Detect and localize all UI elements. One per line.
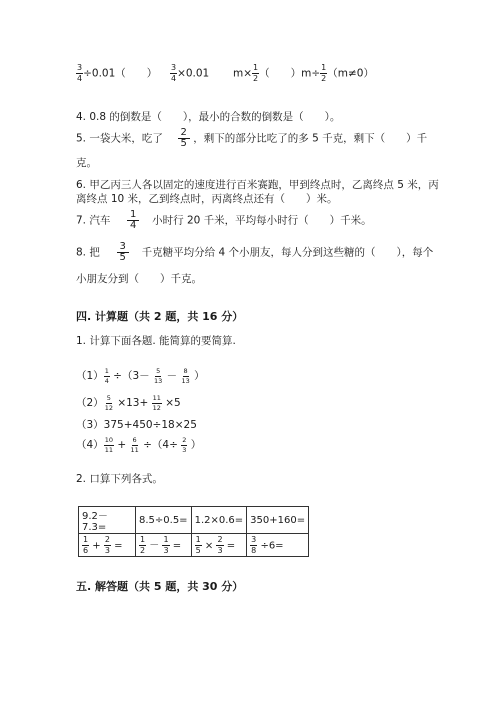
fraction: $\frac{1}{2}$	[253, 63, 259, 83]
fraction: $\frac{6}{11}$	[130, 436, 139, 454]
calc-1-mid: ÷（3－	[113, 370, 150, 382]
q8-pre: 8. 把	[76, 246, 100, 259]
compare-row-2	[233, 64, 374, 83]
cell-end: =	[172, 540, 182, 551]
q7-pre: 7. 汽车	[76, 214, 111, 227]
question-6-line1: 6. 甲乙丙三人各以固定的速度进行百米赛跑，甲到终点时，乙离终点 5 米，丙	[76, 179, 439, 191]
table-row	[79, 534, 309, 557]
fraction: $\frac{1}{5}$	[195, 534, 201, 555]
calc-4-label: （4）	[76, 439, 104, 451]
table-row	[79, 507, 309, 534]
fraction: $\frac{2}{3}$	[104, 534, 110, 555]
fraction: $\frac{3}{5}$	[117, 242, 129, 263]
question-8-line2: 小朋友分到（ ）千克。	[76, 273, 202, 285]
fraction: $\frac{11}{12}$	[152, 394, 161, 412]
compare-a-text: ÷0.01（ ）	[83, 67, 158, 80]
calc-1-op: －	[166, 370, 178, 382]
fraction: $\frac{10}{11}$	[104, 436, 113, 454]
fraction: $\frac{3}{4}$	[170, 63, 177, 83]
cell-op: +	[92, 540, 101, 551]
calc-2-mid: ×13+	[117, 397, 149, 409]
calc-1-post: ）	[194, 370, 205, 382]
question-5-line2: 克。	[76, 157, 97, 169]
calc-2-label: （2）	[76, 397, 104, 409]
fraction: $\frac{5}{13}$	[154, 367, 163, 385]
table-cell: 9.2－7.3=	[79, 507, 136, 534]
calc-2-post: ×5	[165, 397, 181, 409]
table-cell	[136, 534, 192, 557]
table-cell: 1.2×0.6=	[191, 507, 247, 534]
section-4-title: 四. 计算题（共 2 题，共 16 分）	[76, 310, 244, 323]
fraction: $\frac{1}{2}$	[140, 534, 146, 555]
table-cell: 8.5÷0.5=	[136, 507, 192, 534]
question-7	[76, 210, 372, 231]
calc-1	[76, 368, 205, 384]
q7-post: 小时行 20 千米，平均每小时行（ ）千米。	[152, 214, 372, 227]
oral-calc-table	[78, 506, 309, 557]
fraction: $\frac{1}{6}$	[83, 534, 89, 555]
calc-1-label: （1）	[76, 370, 104, 382]
q5-post: ，剩下的部分比吃了的多 5 千克，剩下（ ）千	[193, 132, 428, 145]
cell-end: =	[226, 540, 236, 551]
fraction: $\frac{5}{12}$	[104, 394, 113, 412]
section-5-title: 五. 解答题（共 5 题，共 30 分）	[76, 580, 244, 593]
compare-row	[76, 64, 209, 83]
fraction: $\frac{1}{3}$	[163, 534, 169, 555]
fraction: $\frac{1}{4}$	[127, 210, 139, 231]
oral-calc-instruction: 2. 口算下列各式。	[76, 473, 163, 485]
compare-d-post: （m≠0）	[327, 67, 374, 80]
table-cell	[191, 534, 247, 557]
compare-b-text: ×0.01	[177, 67, 210, 80]
fraction: $\frac{1}{2}$	[321, 63, 327, 83]
calc-4-post: ）	[190, 439, 202, 451]
calc-4-mid: +	[117, 439, 127, 451]
q8-post: 千克糖平均分给 4 个小朋友，每人分到这些糖的（ ），每个	[141, 246, 434, 259]
fraction: $\frac{1}{4}$	[104, 367, 109, 385]
question-6-line2: 离终点 10 米，乙到终点时，丙离终点还有（ ）米。	[76, 193, 338, 205]
question-5	[76, 128, 427, 149]
fraction: $\frac{2}{3}$	[217, 534, 223, 555]
calc-2	[76, 395, 181, 411]
question-8	[76, 242, 433, 263]
table-cell: 350+160=	[247, 507, 309, 534]
compare-c-mid: （ ）m÷	[259, 67, 321, 80]
fraction: $\frac{3}{8}$	[251, 534, 257, 555]
calc-4-mid2: ÷（4÷	[143, 439, 178, 451]
cell-op: ÷6=	[260, 540, 284, 551]
fraction: $\frac{3}{4}$	[77, 63, 83, 83]
compare-c-pre: m×	[233, 67, 253, 80]
cell-op: ×	[204, 540, 214, 551]
calc-4	[76, 437, 201, 453]
table-cell	[79, 534, 136, 557]
fraction: $\frac{2}{3}$	[182, 436, 187, 454]
cell-op: －	[149, 540, 160, 551]
calc-3: （3）375+450÷18×25	[76, 419, 197, 431]
question-4: 4. 0.8 的倒数是（ ），最小的合数的倒数是（ ）。	[76, 111, 341, 123]
q5-pre: 5. 一袋大米，吃了	[76, 132, 163, 145]
table-cell	[247, 534, 309, 557]
cell-end: =	[114, 540, 123, 551]
fraction: $\frac{2}{5}$	[178, 128, 190, 149]
fraction: $\frac{8}{13}$	[181, 367, 190, 385]
calc-instruction: 1. 计算下面各题. 能简算的要简算.	[76, 335, 236, 347]
